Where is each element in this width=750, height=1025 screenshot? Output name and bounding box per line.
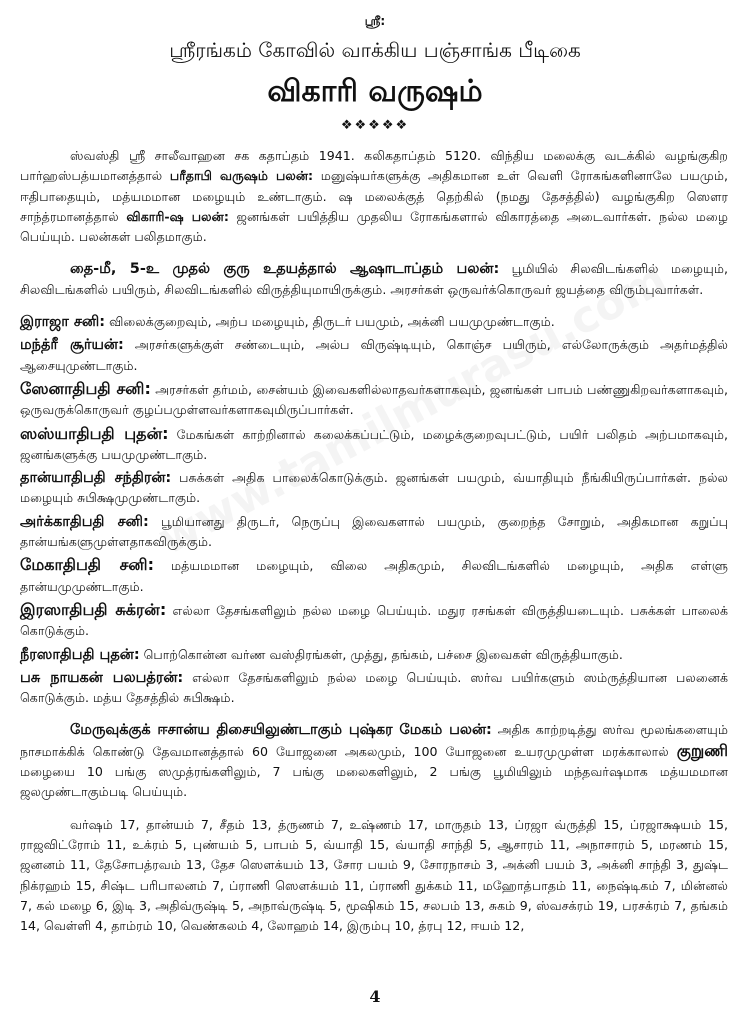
kuruni-term: குறுணி xyxy=(676,740,728,760)
pushkara-paragraph xyxy=(20,720,728,802)
year-heading: விகாரி வருஷம் xyxy=(267,74,483,109)
planet-item xyxy=(20,468,728,509)
planet-heading: அர்க்காதிபதி சனி: xyxy=(20,513,149,530)
document-body xyxy=(20,146,728,936)
counts-paragraph: வர்ஷம் 17, தான்யம் 7, சீதம் 13, த்ருணம் 7, உஷ்ணம் 17, மாருதம் 13, ப்ரஜா வ்ருத்தி 15, ப்ரஜாக்ஷயம் 15, ராஜவிட்ரோம் 11, உக்ரம் 5, புண்யம் 5, பாபம் 5, வ்யாதி 15, வ்யாதி சாந்தி 5, ஆசாரம் 11, அநாசாரம் 5, மரணம் 15, ஜனனம் 11, தேசோபத்ரவம் 13, தேச ஸௌக்யம் 13, சோர பயம் 9, சோரநாசம் 3, அக்னி பயம் 3, அக்னி சாந்தி 3, துஷ்ட நிக்ரஹம் 15, சிஷ்ட பரிபாலனம் 7, ப்ராணி ஸௌக்யம் 11, ப்ராணி துக்கம் 11, மஹோத்பாதம் 11, நைஷ்டிகம் 7, மின்னல் 7, கல் மழை 6, இடி 3, அதிவ்ருஷ்டி 5, அநாவ்ருஷ்டி 5, மூஷிகம் 15, சலபம் 13, சுகம் 9, ஸ்வசக்ரம் 19, பரசக்ரம் 7, தங்கம் 14, வெள்ளி 4, தாம்ரம் 10, வெண்கலம் 4, லோஹம் 14, இரும்பு 10, த்ரபு 12, ஈயம் 12, xyxy=(20,816,728,934)
planet-item xyxy=(20,645,728,665)
guru-paragraph xyxy=(20,259,728,300)
planet-heading: மந்த்ரீ சூர்யன்: xyxy=(20,337,124,354)
planet-text: மத்யமமான மழையும், விலை அதிகமும், சிலவிடங்களில் மழையும், அதிக எள்ளு தான்யமுமுண்டாகும். xyxy=(20,558,729,594)
planet-heading: இராஜா சனி: xyxy=(20,314,106,331)
planet-item xyxy=(20,668,728,709)
planet-heading: ஸேனாதிபதி சனி: xyxy=(20,378,151,398)
planet-item xyxy=(20,379,728,421)
vikari-heading: விகாரி-ஷ பலன்: xyxy=(126,208,229,224)
intro-paragraph xyxy=(20,146,728,247)
planet-text: எல்லா தேசங்களிலும் நல்ல மழை பெய்யும். மதுர ரசங்கள் விருத்தியடையும். பசுக்கள் பாலைக் கொடுக்கும். xyxy=(20,602,729,639)
pushkara-heading: மேருவுக்குக் ஈசான்ய திசையிலுண்டாகும் புஷ்கர மேகம் பலன்: xyxy=(70,722,492,739)
planet-text: அரசர்களுக்குள் சண்டையும், அல்ப விருஷ்டியும், கொஞ்ச பயிரும், எல்லோருக்கும் அதர்மத்தில் ஆசையுமுண்டாகும். xyxy=(20,337,729,373)
intro-text-2: மனுஷ்யர்களுக்கு அதிகமான உள் வெளி ரோகங்களினாலே பயமும், ஈதிபாதையும், மத்யமமான மழையும் உண்டாகும். ஷ மலைக்குத் தெற்கில் (நமது தேசத்தில்) வழங்குகிற ஸௌர சாந்த்ரமானத்தால் xyxy=(20,168,728,224)
planet-item xyxy=(20,424,728,466)
planet-item xyxy=(20,600,728,642)
planet-text: மேகங்கள் காற்றினால் கலைக்கப்பட்டும், மழைக்குறைவுபட்டும், பயிர் பலிதம் அற்பமாகவும், ஜனங்களுக்கு பயமுமுண்டாகும். xyxy=(20,426,729,462)
planet-text: விலைக்குறைவும், அற்ப மழையும், திருடர் பயமும், அக்னி பயமுமுண்டாகும். xyxy=(105,314,555,330)
planet-text: எல்லா தேசங்களிலும் நல்ல மழை பெய்யும். ஸர்வ பயிர்களும் ஸம்ருத்தியான பலனைக் கொடுக்கும். மத்ய தேசத்தில் சுபிக்ஷம். xyxy=(20,669,729,706)
planet-item xyxy=(20,335,728,376)
planet-item xyxy=(20,312,728,332)
planet-text: பசுக்கள் அதிக பாலைக்கொடுக்கும். ஜனங்கள் பயமும், வ்யாதியும் நீங்கியிருப்பார்கள். நல்ல மழையும் சுபிக்ஷமுமுண்டாகும். xyxy=(20,470,728,506)
planet-heading: இரஸாதிபதி சுக்ரன்: xyxy=(20,599,167,619)
planet-text: பொற்கொன்ன வர்ண வஸ்திரங்கள், முத்து, தங்கம், பச்சை இவைகள் விருத்தியாகும். xyxy=(139,646,623,662)
planet-text: பூமியானது திருடர், நெருப்பு இவைகளால் பயமும், குறைந்த சோறும், அதிகமான கறுப்பு தான்யங்களுமுள்ளதாகவிருக்கும். xyxy=(20,513,728,550)
planet-item xyxy=(20,512,728,553)
planet-heading: பசு நாயகன் பலபத்ரன்: xyxy=(20,669,184,686)
paritapi-heading: பரீதாபி வருஷம் பலன்: xyxy=(169,168,314,184)
planet-heading: தான்யாதிபதி சந்திரன்: xyxy=(20,470,172,487)
guru-heading: தை-மீ, 5-உ முதல் குரு உதயத்தால் ஆஷாடாப்தம் பலன்: xyxy=(70,261,500,278)
planet-text: அரசர்கள் தர்மம், சைன்யம் இவைகளில்லாதவர்களாகவும், ஜனங்கள் பாபம் பண்ணுகிறவர்களாகவும், ஒருவருக்கொருவர் குழப்பமுள்ளவர்களாகவுமிருப்பார்கள். xyxy=(20,381,729,418)
document-title: ஸ்ரீரங்கம் கோவில் வாக்கிய பஞ்சாங்க பீடிகை xyxy=(169,38,581,62)
guru-text: பூமியில் சிலவிடங்களில் மழையும், சிலவிடங்களில் பயிரும், சிலவிடங்களில் விருத்தியுமாயிருக்கும். அரசர்கள் ஒருவர்க்கொருவர் ஜயத்தை விரும்புவார்கள். xyxy=(20,261,728,297)
pushkara-text-1: அதிக காற்றடித்து ஸர்வ மூலங்களையும் நாசமாக்கிக் கொண்டு தேவமானத்தால் 60 யோஜனை அகலமும், 100 யோஜனை உயரமுமுள்ள மரக்காலால் xyxy=(20,722,728,759)
intro-text-3: ஜனங்கள் பயித்திய முதலிய ரோகங்களால் விகாரத்தை அடைவார்கள். நல்ல மழை பெய்யும். பலன்கள் பலிதமாகும். xyxy=(20,208,728,245)
planet-item xyxy=(20,555,728,597)
planet-heading: மேகாதிபதி சனி: xyxy=(20,555,154,575)
invocation-text: ஸ்ரீ: xyxy=(364,14,386,28)
planet-heading: ஸஸ்யாதிபதி புதன்: xyxy=(20,423,169,443)
ornament-divider: ❖❖❖❖❖ xyxy=(340,118,410,133)
page-number: 4 xyxy=(369,987,381,1006)
intro-text-1: ஸ்வஸ்தி ஸ்ரீ சாலீவாஹன சக கதாப்தம் 1941. கலிகதாப்தம் 5120. விந்திய மலைக்கு வடக்கில் வழங்குகிற பார்ஹஸ்பத்யமானத்தால் xyxy=(20,148,728,184)
pushkara-text-2: மழையை 10 பங்கு ஸமுத்ரங்களிலும், 7 பங்கு மலைகளிலும், 2 பங்கு பூமியிலும் மந்தவர்ஷமாக மத்யமமான ஜலமுண்டாகும்படி பெய்யும். xyxy=(20,764,728,800)
planet-heading: நீரஸாதிபதி புதன்: xyxy=(20,646,140,663)
